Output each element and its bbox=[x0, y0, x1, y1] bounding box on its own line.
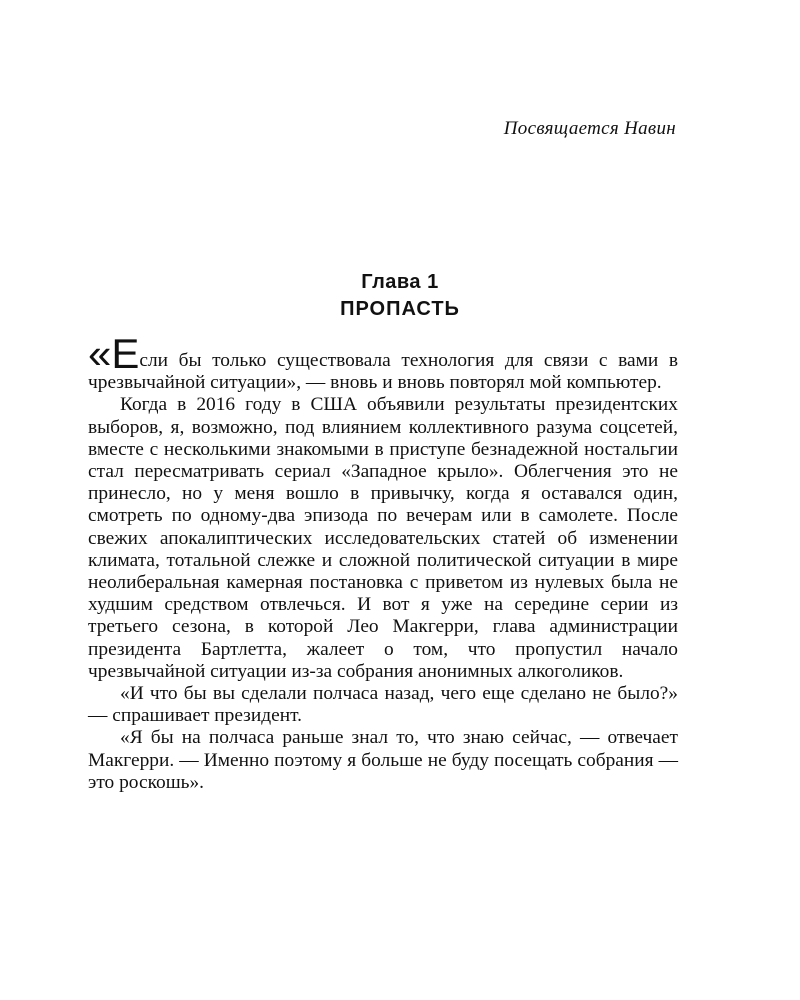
paragraph-3: «И что бы вы сделали полчаса назад, чего еще сделано не было?» — спрашивает президент. bbox=[88, 683, 678, 727]
paragraph-1-text: сли бы только существовала технология для связи с вами в чрезвычайной ситуации», — вновь и вновь повторял мой компьютер. bbox=[88, 350, 678, 394]
paragraph-4: «Я бы на полчаса раньше знал то, что знаю сейчас, — отвечает Макгерри. — Именно поэтому я больше не буду посещать собрания — это роскошь». bbox=[88, 727, 678, 793]
dedication: Посвящается Навин bbox=[503, 118, 676, 139]
body-text bbox=[88, 330, 678, 794]
paragraph-1 bbox=[88, 330, 678, 394]
chapter-number: Глава 1 bbox=[361, 271, 439, 293]
chapter-title: ПРОПАСТЬ bbox=[340, 298, 460, 320]
paragraph-2: Когда в 2016 году в США объявили результаты президентских выборов, я, возможно, под влиянием коллективного разума соцсетей, вместе с несколькими знакомыми в приступе безнадежной ностальгии стал пересматривать сериал «Западное крыло». Облегчения это не принесло, но у меня вошло в привычку, когда я оставался один, смотреть по одному-два эпизода по вечерам или в самолете. После свежих апокалиптических исследовательских статей об изменении климата, тотальной слежке и сложной политической ситуации в мире неолиберальная камерная постановка с приветом из нулевых была не худшим средством отвлечься. И вот я уже на середине серии из третьего сезона, в которой Лео Макгерри, глава администрации президента Бартлетта, жалеет о том, что пропустил начало чрезвычайной ситуации из-за собрания анонимных алкоголиков. bbox=[88, 394, 678, 682]
drop-cap: «Е bbox=[88, 330, 140, 377]
